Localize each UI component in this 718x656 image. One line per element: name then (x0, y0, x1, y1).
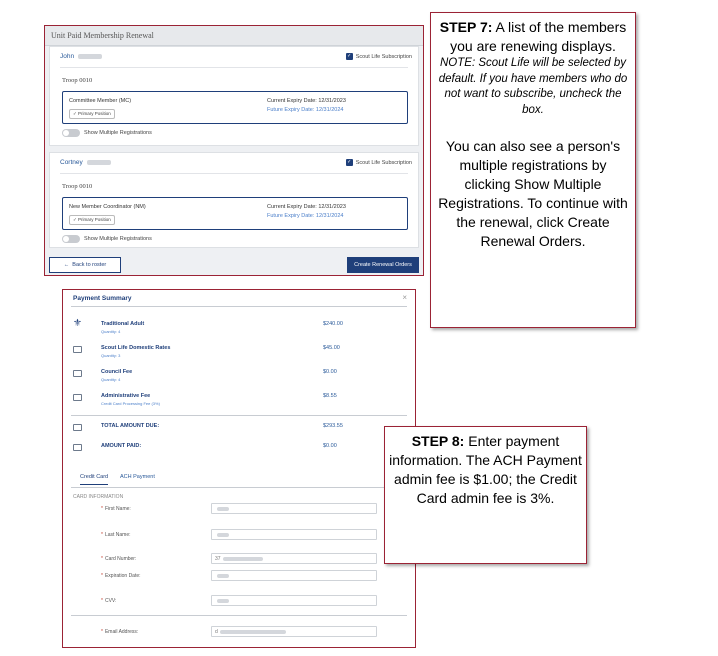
arrow-left-icon: ← (63, 262, 70, 268)
line-item (63, 318, 415, 341)
item-quantity: Quantity: 4 (101, 329, 121, 334)
current-expiry: Current Expiry Date: 12/31/2023 (267, 98, 346, 104)
step8-callout (384, 426, 587, 564)
redacted-value (217, 533, 229, 537)
create-renewal-orders-button[interactable]: Create Renewal Orders (347, 257, 419, 273)
book-icon (73, 394, 82, 401)
field-label: * CVV: (101, 598, 117, 604)
book-icon (73, 370, 82, 377)
email-input[interactable]: d (211, 626, 377, 637)
member-name: John (60, 53, 102, 60)
step7-text: A list of the members you are renewing displays. (450, 19, 627, 54)
item-quantity: Credit Card Processing Fee (3%) (101, 401, 160, 406)
step7-text2: You can also see a person's multiple registrations by clicking Show Multiple Registrations. To continue with the renewal, click Create Renewal Orders. (438, 138, 628, 249)
future-expiry: Future Expiry Date: 12/31/2024 (267, 107, 344, 113)
troop-label: Troop 0010 (62, 77, 93, 84)
book-icon (73, 346, 82, 353)
scout-life-checkbox[interactable]: ✓ Scout Life Subscription (347, 53, 412, 60)
last-name-row (63, 529, 415, 543)
total-label: TOTAL AMOUNT DUE: (101, 423, 160, 429)
expiration-date-row (63, 570, 415, 584)
item-quantity: Quantity: 3 (101, 353, 121, 358)
member-card (49, 46, 419, 146)
step8-text: Enter payment information. The ACH Payment admin fee is $1.00; the Credit Card admin fee is 3%. (389, 433, 582, 506)
position-box (62, 197, 408, 230)
troop-label: Troop 0010 (62, 183, 93, 190)
member-card (49, 152, 419, 248)
check-icon: ✓ (73, 217, 77, 222)
multiple-registrations-toggle[interactable]: Show Multiple Registrations (62, 129, 152, 137)
card-number-input[interactable]: 37 (211, 553, 377, 564)
back-to-roster-button[interactable]: ← Back to roster (49, 257, 121, 273)
position-title: Committee Member (MC) (69, 98, 132, 104)
item-name: Administrative Fee (101, 393, 151, 399)
payment-summary-panel (62, 289, 416, 648)
future-expiry: Future Expiry Date: 12/31/2024 (267, 213, 344, 219)
cvv-input[interactable] (211, 595, 377, 606)
expiration-date-input[interactable] (211, 570, 377, 581)
item-name: Traditional Adult (101, 321, 145, 327)
divider (71, 415, 407, 416)
field-label: * First Name: (101, 506, 131, 512)
item-amount: $240.00 (323, 321, 343, 327)
tab-credit-card[interactable]: Credit Card (80, 474, 108, 485)
renewal-title: Unit Paid Membership Renewal (45, 26, 423, 46)
check-icon: ✓ (73, 111, 77, 116)
field-label: * Card Number: (101, 556, 137, 562)
paid-row (63, 443, 415, 463)
redacted-value (223, 557, 263, 561)
book-icon (73, 424, 82, 431)
renewal-panel (44, 25, 424, 276)
close-icon[interactable]: × (402, 293, 407, 302)
card-information-label: CARD INFORMATION (73, 494, 124, 500)
total-row (63, 423, 415, 443)
field-label: * Email Address: (101, 629, 139, 635)
step8-heading: STEP 8: (411, 433, 465, 449)
item-name: Council Fee (101, 369, 133, 375)
email-row (63, 626, 415, 640)
divider (71, 487, 407, 488)
redacted-surname (87, 160, 111, 165)
step7-note: NOTE: Scout Life will be selected by default. If you have members who do not want to subscribe, uncheck the box. (438, 57, 628, 116)
card-number-row (63, 553, 415, 567)
item-amount: $45.00 (323, 345, 340, 351)
divider (60, 67, 408, 68)
redacted-surname (78, 54, 102, 59)
field-label: * Expiration Date: (101, 573, 141, 579)
step7-callout (430, 12, 636, 328)
first-name-input[interactable] (211, 503, 377, 514)
field-label: * Last Name: (101, 532, 131, 538)
position-box (62, 91, 408, 124)
line-item (63, 369, 415, 389)
item-amount: $0.00 (323, 369, 337, 375)
toggle-switch[interactable] (62, 235, 80, 243)
redacted-value (217, 574, 229, 578)
divider (60, 173, 408, 174)
first-name-row (63, 503, 415, 517)
checkmark-icon: ✓ (347, 53, 352, 59)
paid-amount: $0.00 (323, 443, 337, 449)
position-title: New Member Coordinator (NM) (69, 204, 146, 210)
checkmark-icon: ✓ (347, 159, 352, 165)
toggle-switch[interactable] (62, 129, 80, 137)
item-amount: $8.55 (323, 393, 337, 399)
primary-position-badge: ✓ Primary Position (69, 109, 115, 119)
divider (71, 306, 407, 307)
member-name: Cortney (60, 159, 111, 166)
scout-life-checkbox[interactable]: ✓ Scout Life Subscription (347, 159, 412, 166)
paid-label: AMOUNT PAID: (101, 443, 142, 449)
last-name-input[interactable] (211, 529, 377, 540)
item-quantity: Quantity: 4 (101, 377, 121, 382)
cvv-row (63, 595, 415, 609)
line-item (63, 393, 415, 413)
line-item (63, 345, 415, 365)
divider (71, 615, 407, 616)
item-name: Scout Life Domestic Rates (101, 345, 171, 351)
primary-position-badge: ✓ Primary Position (69, 215, 115, 225)
fleur-de-lis-icon: ⚜ (73, 318, 82, 329)
current-expiry: Current Expiry Date: 12/31/2023 (267, 204, 346, 210)
redacted-value (217, 599, 229, 603)
book-icon (73, 444, 82, 451)
payment-title: Payment Summary (73, 295, 132, 302)
multiple-registrations-toggle[interactable]: Show Multiple Registrations (62, 235, 152, 243)
step7-heading: STEP 7: (439, 19, 493, 35)
tab-ach-payment[interactable]: ACH Payment (120, 474, 155, 480)
redacted-value (220, 630, 286, 634)
redacted-value (217, 507, 229, 511)
total-amount: $293.55 (323, 423, 343, 429)
